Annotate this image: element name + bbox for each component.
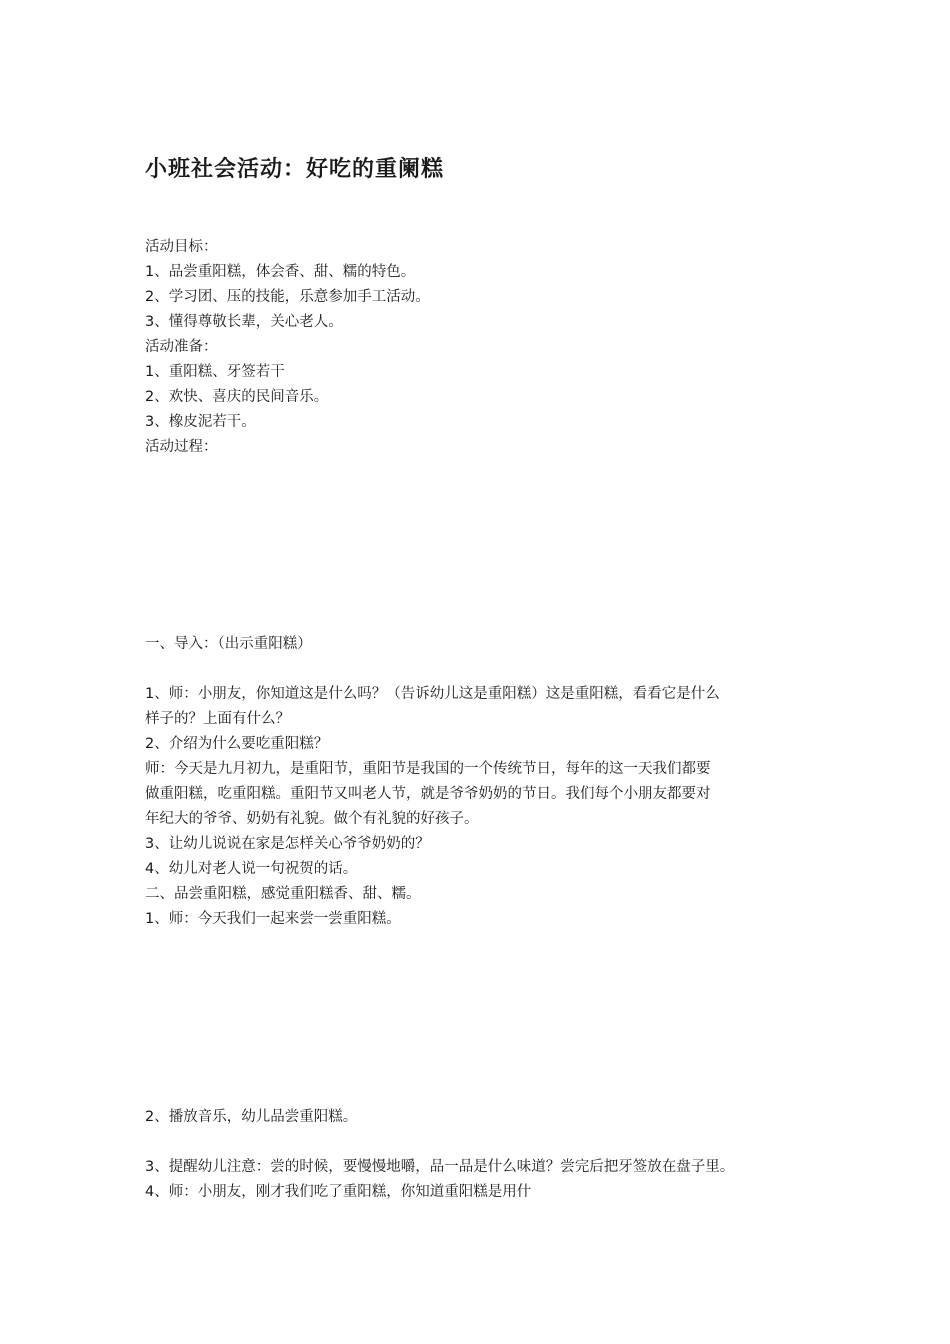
paragraph-gap — [145, 657, 825, 682]
intro-item-1-cont: 样子的？上面有什么？ — [145, 711, 290, 727]
intro-item-3: 3、让幼儿说说在家是怎样关心爷爷奶奶的？ — [145, 836, 430, 852]
teacher-paragraph: 年纪大的爷爷、奶奶有礼貌。做个有礼貌的好孩子。 — [145, 811, 479, 827]
intro-item-2: 2、介绍为什么要吃重阳糕？ — [145, 736, 329, 752]
intro-heading: 一、导入：（出示重阳糕） — [145, 636, 312, 652]
taste-item-1: 1、师：今天我们一起来尝一尝重阳糕。 — [145, 911, 401, 927]
goal-item: 3、懂得尊敬长辈，关心老人。 — [145, 314, 343, 330]
paragraph-gap — [145, 1130, 825, 1155]
prep-item: 1、重阳糕、牙签若干 — [145, 364, 285, 380]
taste-heading: 二、品尝重阳糕，感觉重阳糕香、甜、糯。 — [145, 886, 421, 902]
document-title: 小班社会活动：好吃的重阑糕 — [145, 157, 445, 182]
taste-item-2: 2、播放音乐，幼儿品尝重阳糕。 — [145, 1109, 358, 1125]
goal-item: 2、学习团、压的技能，乐意参加手工活动。 — [145, 289, 430, 305]
prep-item: 3、橡皮泥若干。 — [145, 414, 256, 430]
teacher-paragraph: 师：今天是九月初九，是重阳节，重阳节是我国的一个传统节日，每年的这一天我们都要 — [145, 761, 711, 777]
taste-item-3: 3、提醒幼儿注意：尝的时候，要慢慢地嚼，品一品是什么味道？尝完后把牙签放在盘子里。 — [145, 1159, 735, 1175]
taste-item-4: 4、师：小朋友，刚才我们吃了重阳糕，你知道重阳糕是用什 — [145, 1184, 532, 1200]
goals-heading: 活动目标： — [145, 239, 218, 255]
prep-heading: 活动准备： — [145, 339, 218, 355]
teacher-paragraph: 做重阳糕，吃重阳糕。重阳节又叫老人节，就是爷爷奶奶的节日。我们每个小朋友都要对 — [145, 786, 711, 802]
prep-item: 2、欢快、喜庆的民间音乐。 — [145, 389, 329, 405]
tasting-section — [145, 1105, 825, 1205]
process-heading: 活动过程： — [145, 439, 218, 455]
intro-section — [145, 632, 825, 932]
activity-plan-section — [145, 235, 825, 460]
intro-item-4: 4、幼儿对老人说一句祝贺的话。 — [145, 861, 358, 877]
goal-item: 1、品尝重阳糕，体会香、甜、糯的特色。 — [145, 264, 416, 280]
intro-item-1: 1、师：小朋友，你知道这是什么吗？（告诉幼儿这是重阳糕）这是重阳糕，看看它是什么 — [145, 686, 720, 702]
